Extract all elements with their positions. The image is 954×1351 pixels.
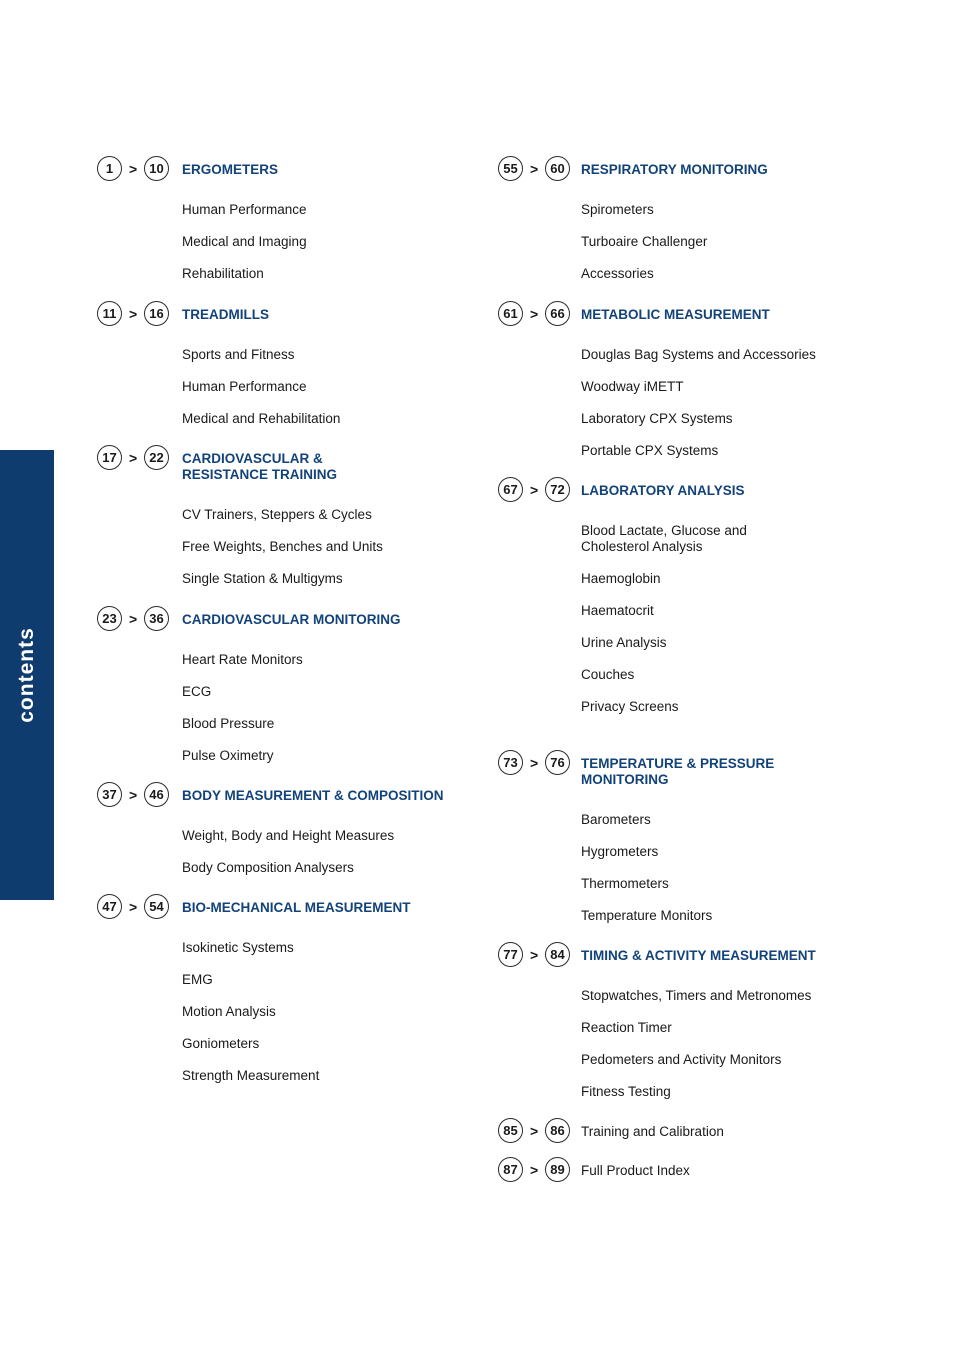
contents-side-tab: [0, 450, 54, 900]
section-item-list: [96, 652, 496, 764]
section-header[interactable]: [497, 301, 937, 331]
section-item-list: [96, 347, 496, 427]
range-arrow: >: [129, 787, 138, 803]
contents-section: [497, 1157, 937, 1187]
list-item[interactable]: Temperature Monitors: [581, 908, 713, 923]
list-item[interactable]: Fitness Testing: [581, 1084, 671, 1099]
list-item[interactable]: Pulse Oximetry: [182, 748, 274, 763]
section-item-list: [497, 988, 937, 1100]
list-item[interactable]: Douglas Bag Systems and Accessories: [581, 347, 816, 362]
range-arrow: >: [129, 161, 138, 177]
section-title[interactable]: TREADMILLS: [182, 307, 269, 322]
section-header[interactable]: [497, 1118, 937, 1148]
list-item[interactable]: EMG: [182, 972, 213, 987]
section-header[interactable]: [96, 445, 496, 482]
list-item[interactable]: Human Performance: [182, 379, 307, 394]
contents-section: [497, 477, 937, 715]
list-item[interactable]: Heart Rate Monitors: [182, 652, 303, 667]
list-item[interactable]: Motion Analysis: [182, 1004, 276, 1019]
list-item[interactable]: Human Performance: [182, 202, 307, 217]
section-header[interactable]: [96, 156, 496, 186]
section-item-list: [96, 475, 496, 587]
section-header[interactable]: [497, 942, 937, 972]
list-item[interactable]: Medical and Imaging: [182, 234, 307, 249]
page-end-badge: 84: [545, 942, 570, 967]
section-header[interactable]: [96, 606, 496, 636]
section-header[interactable]: [497, 1157, 937, 1187]
section-title[interactable]: CARDIOVASCULAR & RESISTANCE TRAINING: [182, 451, 338, 482]
section-item-list: [497, 780, 937, 924]
list-item[interactable]: Woodway iMETT: [581, 379, 684, 394]
range-arrow: >: [129, 450, 138, 466]
range-arrow: >: [530, 306, 539, 322]
page-end-badge: 72: [545, 477, 570, 502]
section-title[interactable]: TIMING & ACTIVITY MEASUREMENT: [581, 948, 816, 963]
list-item[interactable]: Sports and Fitness: [182, 347, 295, 362]
page-start-badge: 1: [97, 156, 122, 181]
list-item[interactable]: Haematocrit: [581, 603, 654, 618]
section-header[interactable]: [96, 782, 496, 812]
list-item[interactable]: Laboratory CPX Systems: [581, 411, 733, 426]
contents-section: [96, 894, 496, 1084]
range-arrow: >: [530, 947, 539, 963]
list-item[interactable]: Accessories: [581, 266, 654, 281]
list-item[interactable]: Haemoglobin: [581, 571, 661, 586]
section-item-list: [96, 828, 496, 876]
list-item[interactable]: Blood Lactate, Glucose and Cholesterol Analysis: [581, 523, 747, 554]
page-end-badge: 66: [545, 301, 570, 326]
section-item-list: [497, 202, 937, 282]
contents-section: [96, 606, 496, 764]
list-item[interactable]: Urine Analysis: [581, 635, 667, 650]
list-item[interactable]: Goniometers: [182, 1036, 260, 1051]
list-item[interactable]: Privacy Screens: [581, 699, 679, 714]
list-item[interactable]: Weight, Body and Height Measures: [182, 828, 395, 843]
page-end-badge: 22: [144, 445, 169, 470]
list-item[interactable]: CV Trainers, Steppers & Cycles: [182, 507, 372, 522]
contents-section: [96, 301, 496, 427]
page-start-badge: 47: [97, 894, 122, 919]
list-item[interactable]: Barometers: [581, 812, 651, 827]
section-item-list: [497, 523, 937, 715]
section-title[interactable]: LABORATORY ANALYSIS: [581, 483, 745, 498]
list-item[interactable]: Thermometers: [581, 876, 669, 891]
list-item[interactable]: Body Composition Analysers: [182, 860, 354, 875]
page-start-badge: 85: [498, 1118, 523, 1143]
range-arrow: >: [129, 899, 138, 915]
range-arrow: >: [530, 755, 539, 771]
list-item[interactable]: Free Weights, Benches and Units: [182, 539, 383, 554]
contents-section: [96, 156, 496, 282]
side-tab-label: contents: [15, 627, 38, 723]
page-end-badge: 86: [545, 1118, 570, 1143]
range-arrow: >: [530, 482, 539, 498]
range-arrow: >: [530, 1162, 539, 1178]
page-end-badge: 54: [144, 894, 169, 919]
page-start-badge: 73: [498, 750, 523, 775]
list-item[interactable]: Single Station & Multigyms: [182, 571, 343, 586]
list-item[interactable]: Stopwatches, Timers and Metronomes: [581, 988, 812, 1003]
list-item[interactable]: Pedometers and Activity Monitors: [581, 1052, 782, 1067]
contents-section: [96, 445, 496, 587]
list-item[interactable]: Medical and Rehabilitation: [182, 411, 341, 426]
range-arrow: >: [129, 611, 138, 627]
section-item-list: [96, 940, 496, 1084]
page-end-badge: 16: [144, 301, 169, 326]
page-start-badge: 67: [498, 477, 523, 502]
list-item[interactable]: Isokinetic Systems: [182, 940, 294, 955]
page-start-badge: 87: [498, 1157, 523, 1182]
section-title[interactable]: Training and Calibration: [581, 1124, 724, 1139]
contents-section: [497, 301, 937, 459]
list-item[interactable]: Blood Pressure: [182, 716, 275, 731]
section-title[interactable]: Full Product Index: [581, 1163, 690, 1178]
list-item[interactable]: Strength Measurement: [182, 1068, 320, 1083]
range-arrow: >: [530, 161, 539, 177]
section-header[interactable]: [96, 301, 496, 331]
section-title[interactable]: CARDIOVASCULAR MONITORING: [182, 612, 401, 627]
contents-section: [497, 750, 937, 924]
page-start-badge: 11: [97, 301, 122, 326]
page-start-badge: 55: [498, 156, 523, 181]
page-end-badge: 60: [545, 156, 570, 181]
page-start-badge: 61: [498, 301, 523, 326]
list-item[interactable]: Portable CPX Systems: [581, 443, 719, 458]
contents-section: [96, 782, 496, 876]
list-item[interactable]: Reaction Timer: [581, 1020, 672, 1035]
range-arrow: >: [129, 306, 138, 322]
list-item[interactable]: Spirometers: [581, 202, 654, 217]
contents-section: [497, 1118, 937, 1148]
contents-section: [497, 942, 937, 1100]
range-arrow: >: [530, 1123, 539, 1139]
section-title[interactable]: TEMPERATURE & PRESSURE MONITORING: [581, 756, 775, 787]
list-item[interactable]: Couches: [581, 667, 635, 682]
page-end-badge: 10: [144, 156, 169, 181]
page-end-badge: 46: [144, 782, 169, 807]
section-header[interactable]: [497, 750, 937, 787]
section-header[interactable]: [497, 477, 937, 507]
section-item-list: [96, 202, 496, 282]
section-title[interactable]: BIO-MECHANICAL MEASUREMENT: [182, 900, 411, 915]
contents-section: [497, 156, 937, 282]
section-title[interactable]: METABOLIC MEASUREMENT: [581, 307, 770, 322]
section-title[interactable]: RESPIRATORY MONITORING: [581, 162, 768, 177]
page-start-badge: 77: [498, 942, 523, 967]
list-item[interactable]: ECG: [182, 684, 212, 699]
section-item-list: [497, 347, 937, 459]
section-title[interactable]: ERGOMETERS: [182, 162, 279, 177]
page-start-badge: 23: [97, 606, 122, 631]
page-end-badge: 76: [545, 750, 570, 775]
list-item[interactable]: Rehabilitation: [182, 266, 264, 281]
section-title[interactable]: BODY MEASUREMENT & COMPOSITION: [182, 788, 444, 803]
page-start-badge: 37: [97, 782, 122, 807]
page-end-badge: 36: [144, 606, 169, 631]
page-start-badge: 17: [97, 445, 122, 470]
list-item[interactable]: Hygrometers: [581, 844, 659, 859]
section-header[interactable]: [96, 894, 496, 924]
section-header[interactable]: [497, 156, 937, 186]
page-end-badge: 89: [545, 1157, 570, 1182]
list-item[interactable]: Turboaire Challenger: [581, 234, 708, 249]
